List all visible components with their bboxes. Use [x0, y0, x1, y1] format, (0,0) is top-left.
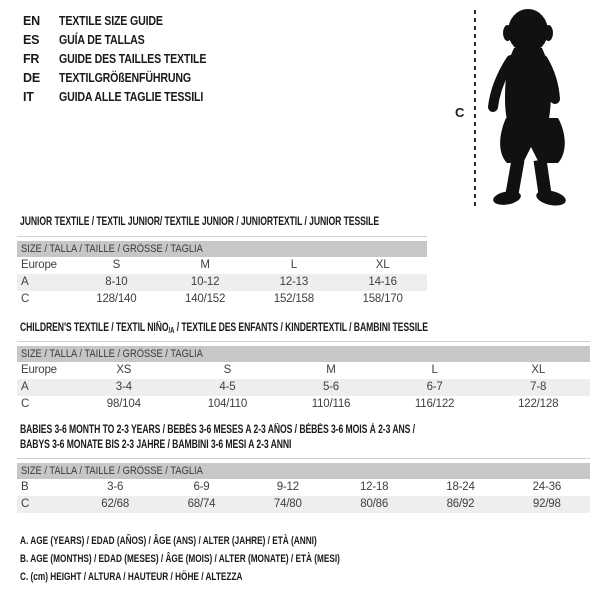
table-cell: 10-12 — [161, 274, 250, 291]
table-cell: 158/170 — [362, 293, 403, 305]
table-cell: 6-7 — [383, 379, 487, 396]
language-code: FR — [23, 52, 40, 66]
language-row-es — [23, 31, 232, 50]
row-label: C — [21, 293, 30, 305]
table-cell: 122/128 — [518, 398, 559, 410]
table-cell: 12-18 — [359, 481, 389, 493]
table-cell: 3-6 — [107, 481, 124, 493]
table-top-rule — [17, 458, 590, 459]
legend-line-b: B. AGE (MONTHS) / EDAD (MESES) / ÂGE (MOIS) / ALTER (MONATE) / ETÀ (MESI) — [20, 553, 340, 565]
row-label: A — [17, 379, 72, 396]
babies-size-table — [17, 458, 590, 513]
language-code: DE — [23, 71, 40, 85]
table-row — [17, 257, 427, 274]
legend-line-a: A. AGE (YEARS) / EDAD (AÑOS) / ÂGE (ANS) / ALTER (JAHRE) / ETÀ (ANNI) — [20, 535, 317, 547]
column-header: S — [112, 259, 121, 271]
size-header-text: SIZE / TALLA / TAILLE / GRÖSSE / TAGLIA — [21, 243, 203, 255]
table-cell: 92/98 — [504, 496, 590, 513]
language-row-fr — [23, 50, 232, 69]
language-label: GUIDA ALLE TAGLIE TESSILI — [59, 90, 204, 104]
column-header: L — [290, 259, 297, 271]
children-table-grid — [17, 362, 590, 413]
language-label: TEXTILE SIZE GUIDE — [59, 14, 163, 28]
language-code: IT — [23, 90, 34, 104]
language-label: GUIDE DES TAILLES TEXTILE — [59, 52, 207, 66]
language-list — [23, 12, 232, 107]
legend-line-c: C. (cm) HEIGHT / ALTURA / HAUTEUR / HÖHE / ALTEZZA — [20, 571, 243, 583]
children-title-text: / TEXTILE DES ENFANTS / KINDERTEXTIL / BAMBINI TESSILE — [174, 322, 428, 334]
legend — [20, 532, 447, 586]
table-cell: 116/122 — [414, 398, 455, 410]
table-cell: 140/152 — [185, 293, 226, 305]
table-cell: 24-36 — [532, 481, 562, 493]
table-cell: 74/80 — [245, 496, 331, 513]
table-cell: 8-10 — [72, 274, 161, 291]
column-header: XS — [116, 364, 132, 376]
table-cell: 18-24 — [446, 481, 475, 493]
size-header-bar — [17, 463, 590, 479]
column-header: XL — [375, 259, 390, 271]
children-title-subscript: /A — [168, 326, 175, 335]
height-measure-dashed-line — [474, 10, 476, 206]
language-code: EN — [23, 14, 40, 28]
height-measure-label: C — [455, 105, 465, 120]
table-top-rule — [17, 341, 590, 342]
table-row — [17, 274, 427, 291]
column-header: M — [200, 259, 210, 271]
table-row — [17, 396, 590, 413]
language-row-en — [23, 12, 232, 31]
language-row-it — [23, 88, 232, 107]
table-cell: 5-6 — [279, 379, 383, 396]
table-cell: 9-12 — [276, 481, 299, 493]
column-header: M — [326, 364, 336, 376]
column-header: S — [223, 364, 232, 376]
language-label: TEXTILGRÖßENFÜHRUNG — [59, 71, 191, 85]
babies-section-title — [20, 423, 415, 452]
size-header-text: SIZE / TALLA / TAILLE / GRÖSSE / TAGLIA — [21, 465, 203, 477]
baby-silhouette-image — [479, 6, 579, 207]
junior-section-title: JUNIOR TEXTILE / TEXTIL JUNIOR/ TEXTILE JUNIOR / JUNIORTEXTIL / JUNIOR TESSILE — [20, 216, 380, 228]
row-label: C — [17, 496, 72, 513]
table-row — [17, 362, 590, 379]
table-cell: 152/158 — [273, 293, 314, 305]
table-cell: 104/110 — [207, 398, 248, 410]
row-label: A — [17, 274, 72, 291]
row-label: C — [21, 398, 30, 410]
table-cell: 86/92 — [417, 496, 503, 513]
table-cell: 4-5 — [176, 379, 280, 396]
size-header-bar — [17, 241, 427, 257]
size-header-text: SIZE / TALLA / TAILLE / GRÖSSE / TAGLIA — [21, 348, 203, 360]
language-code: ES — [23, 33, 40, 47]
table-cell: 14-16 — [338, 274, 427, 291]
children-section-title — [20, 322, 428, 335]
children-title-text: CHILDREN'S TEXTILE / TEXTIL NIÑO — [20, 322, 169, 334]
table-row — [17, 291, 427, 308]
table-cell: 110/116 — [311, 398, 351, 410]
table-cell: 98/104 — [106, 398, 141, 410]
table-row — [17, 479, 590, 496]
table-cell: 62/68 — [72, 496, 158, 513]
babies-title-line1: BABIES 3-6 MONTH TO 2-3 YEARS / BEBÉS 3-6 MESES A 2-3 AÑOS / BÉBÉS 3-6 MOIS À 2-3 ANS / — [20, 424, 415, 436]
language-row-de — [23, 69, 232, 88]
table-cell: 80/86 — [331, 496, 417, 513]
table-cell: 3-4 — [72, 379, 176, 396]
table-cell: 7-8 — [486, 379, 590, 396]
table-row — [17, 496, 590, 513]
children-size-table — [17, 341, 590, 413]
table-top-rule — [17, 236, 427, 237]
table-cell: 128/140 — [96, 293, 137, 305]
language-label: GUÍA DE TALLAS — [59, 33, 145, 47]
table-row — [17, 379, 590, 396]
size-header-bar — [17, 346, 590, 362]
table-cell: 12-13 — [250, 274, 339, 291]
babies-table-grid — [17, 479, 590, 513]
table-cell: 6-9 — [193, 481, 210, 493]
row-label: Europe — [21, 259, 57, 271]
row-label: Europe — [21, 364, 57, 376]
table-cell: 68/74 — [158, 496, 244, 513]
column-header: XL — [531, 364, 546, 376]
junior-table-grid — [17, 257, 427, 308]
column-header: L — [431, 364, 438, 376]
babies-title-line2: BABYS 3-6 MONATE BIS 2-3 JAHRE / BAMBINI 3-6 MESI A 2-3 ANNI — [20, 438, 292, 451]
junior-size-table — [17, 236, 427, 308]
row-label: B — [21, 481, 29, 493]
